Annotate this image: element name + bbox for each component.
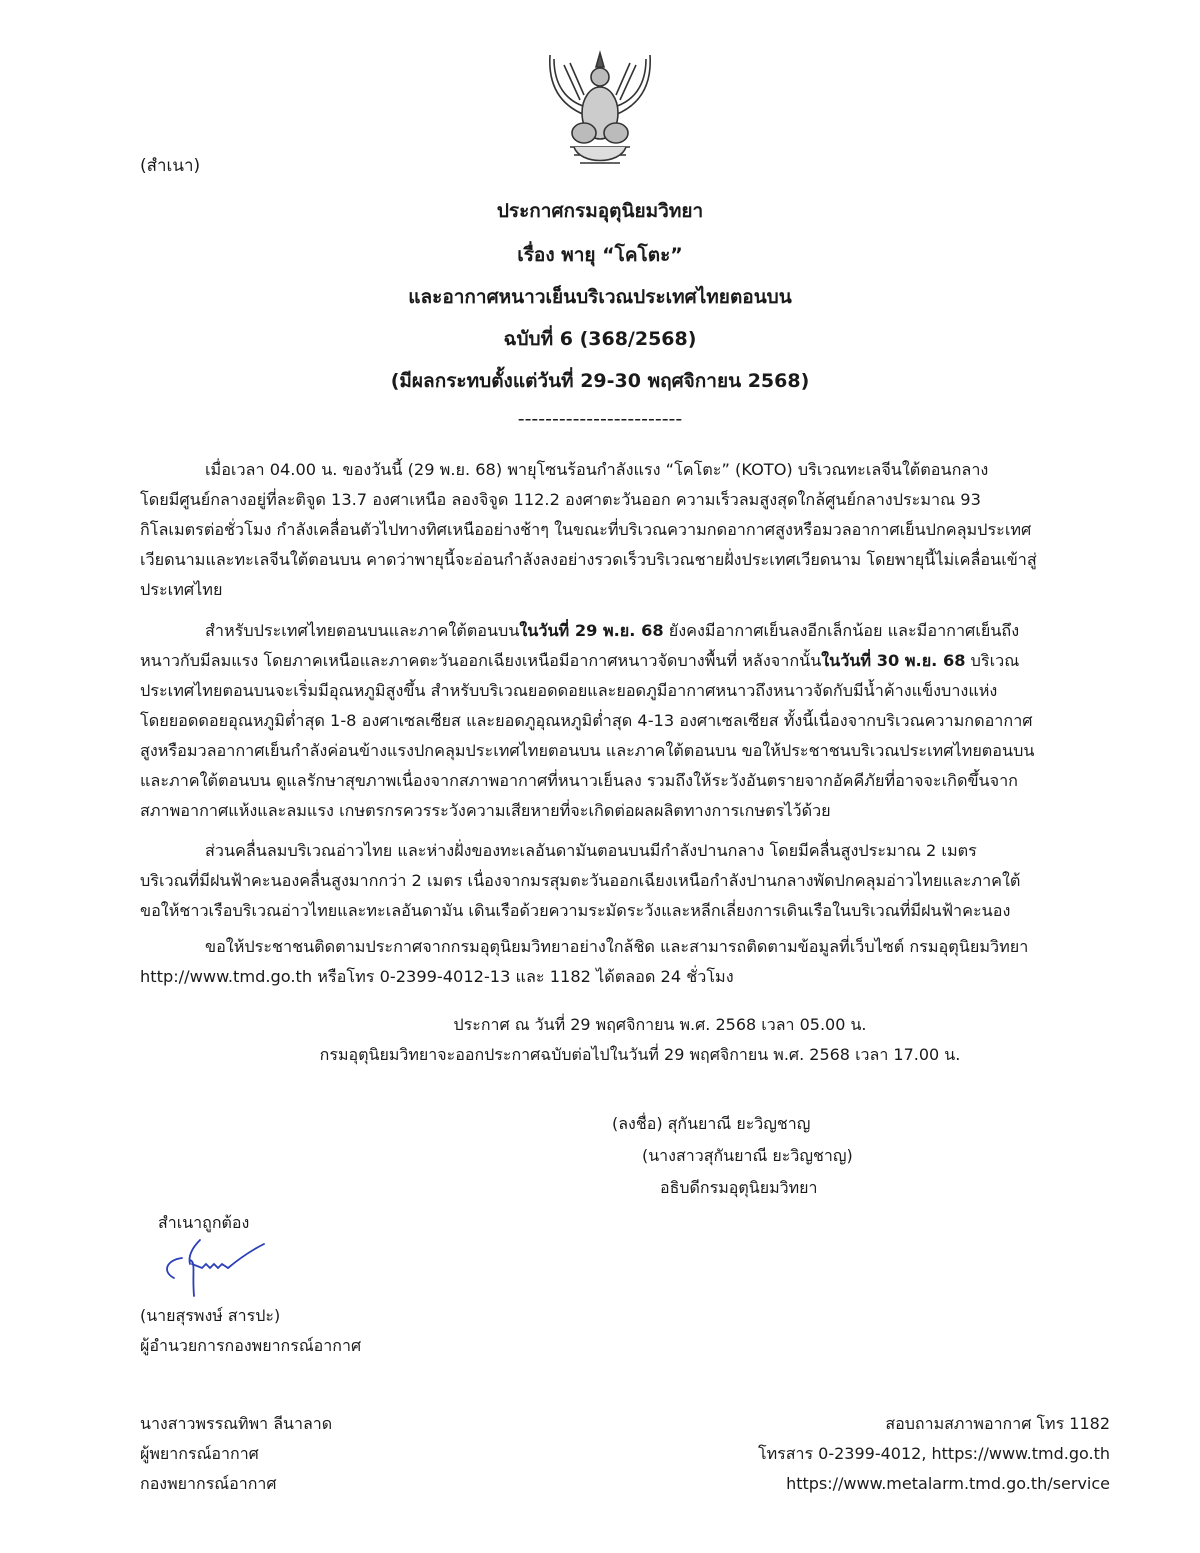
- paragraph-line: สูงหรือมวลอากาศเย็นกำลังค่อนข้างแรงปกคลุมประเทศไทยตอนบน และภาคใต้ตอนบน ขอให้ประชาชนบริเวณประเทศไทยตอนบน: [140, 741, 1035, 760]
- paragraph-line: ประเทศไทย: [140, 580, 223, 599]
- paragraph-line: ขอให้ชาวเรือบริเวณอ่าวไทยและทะเลอันดามัน เดินเรือด้วยความระมัดระวังและหลีกเลี่ยงการเดินเรือในบริเวณที่มีฝนฟ้าคะนอง: [140, 901, 1011, 920]
- paragraph-line: สภาพอากาศแห้งและลมแรง เกษตรกรควรระวังความเสียหายที่จะเกิดต่อผลผลิตทางการเกษตรไว้ด้วย: [140, 801, 831, 820]
- effective-dates: (มีผลกระทบตั้งแต่วันที่ 29-30 พฤศจิกายน 2568): [390, 370, 810, 392]
- issue-number: ฉบับที่ 6 (368/2568): [503, 328, 697, 350]
- date-highlight: ในวันที่ 30 พ.ย. 68: [821, 651, 966, 670]
- document-title: ประกาศกรมอุตุนิยมวิทยา: [496, 200, 704, 222]
- paragraph-line: ขอให้ประชาชนติดตามประกาศจากกรมอุตุนิยมวิทยาอย่างใกล้ชิด และสามารถติดตามข้อมูลที่เว็บไซต์ กรมอุตุนิยมวิทยา: [205, 937, 1029, 956]
- paragraph-line: เวียดนามและทะเลจีนใต้ตอนบน คาดว่าพายุนี้จะอ่อนกำลังลงอย่างรวดเร็วบริเวณชายฝั่งประเทศเวียดนาม โดยพายุนี้ไม่เคลื่อนเข้าสู่: [140, 550, 1037, 569]
- certified-position: ผู้อำนวยการกองพยากรณ์อากาศ: [140, 1336, 362, 1355]
- date-highlight: ในวันที่ 29 พ.ย. 68: [519, 621, 664, 640]
- contact-service-link[interactable]: https://www.metalarm.tmd.go.th/service: [786, 1474, 1110, 1493]
- garuda-emblem-icon: [540, 45, 660, 175]
- paragraph-line: ส่วนคลื่นลมบริเวณอ่าวไทย และห่างฝั่งของทะเลอันดามันตอนบนมีกำลังปานกลาง โดยมีคลื่นสูงประมาณ 2 เมตร: [205, 841, 977, 860]
- next-issue: กรมอุตุนิยมวิทยาจะออกประกาศฉบับต่อไปในวันที่ 29 พฤศจิกายน พ.ศ. 2568 เวลา 17.00 น.: [319, 1045, 961, 1064]
- signature-icon: [160, 1238, 270, 1298]
- document-subject-line2: และอากาศหนาวเย็นบริเวณประเทศไทยตอนบน: [408, 286, 792, 308]
- signatory-position: อธิบดีกรมอุตุนิยมวิทยา: [660, 1178, 818, 1197]
- paragraph-line: สำหรับประเทศไทยตอนบนและภาคใต้ตอนบนในวันที่ 29 พ.ย. 68 ยังคงมีอากาศเย็นลงอีกเล็กน้อย และมีอากาศเย็นถึง: [205, 621, 1020, 640]
- paragraph-line: บริเวณที่มีฝนฟ้าคะนองคลื่นสูงมากกว่า 2 เมตร เนื่องจากมรสุมตะวันออกเฉียงเหนือกำลังปานกลางพัดปกคลุมอ่าวไทยและภาคใต้: [140, 871, 1021, 890]
- paragraph-line: โดยมีศูนย์กลางอยู่ที่ละติจูด 13.7 องศาเหนือ ลองจิจูด 112.2 องศาตะวันออก ความเร็วลมสูงสุดใกล้ศูนย์กลางประมาณ 93: [140, 490, 981, 509]
- certified-label: สำเนาถูกต้อง: [158, 1213, 250, 1232]
- paragraph-line: ประเทศไทยตอนบนจะเริ่มมีอุณหภูมิสูงขึ้น สำหรับบริเวณยอดดอยและยอดภูมีอากาศหนาวถึงหนาวจัดกับมีน้ำค้างแข็งบางแห่ง: [140, 681, 998, 700]
- paragraph-line: http://www.tmd.go.th หรือโทร 0-2399-4012-13 และ 1182 ได้ตลอด 24 ชั่วโมง: [140, 967, 734, 986]
- separator: ------------------------: [517, 408, 683, 430]
- forecaster-division: กองพยากรณ์อากาศ: [140, 1474, 277, 1493]
- forecaster-position: ผู้พยากรณ์อากาศ: [140, 1444, 259, 1463]
- paragraph-waves: [140, 836, 1110, 926]
- contact-fax-website[interactable]: โทรสาร 0-2399-4012, https://www.tmd.go.th: [758, 1444, 1110, 1463]
- paragraph-line: กิโลเมตรต่อชั่วโมง กำลังเคลื่อนตัวไปทางทิศเหนืออย่างช้าๆ ในขณะที่บริเวณความกดอากาศสูงหรือมวลอากาศเย็นปกคลุมประเทศ: [140, 520, 1032, 539]
- announced-date: ประกาศ ณ วันที่ 29 พฤศจิกายน พ.ศ. 2568 เวลา 05.00 น.: [453, 1015, 867, 1034]
- signatory-name: (นางสาวสุกันยาณี ยะวิญชาญ): [642, 1146, 853, 1165]
- paragraph-line: เมื่อเวลา 04.00 น. ของวันนี้ (29 พ.ย. 68) พายุโซนร้อนกำลังแรง “โคโตะ” (KOTO) บริเวณทะเลจีนใต้ตอนกลาง: [205, 460, 989, 479]
- certified-name: (นายสุรพงษ์ สารปะ): [140, 1306, 281, 1325]
- forecaster-name: นางสาวพรรณทิพา ลีนาลาด: [140, 1414, 333, 1433]
- paragraph-storm: [140, 455, 1110, 605]
- paragraph-line: โดยยอดดอยอุณหภูมิต่ำสุด 1-8 องศาเซลเซียส และยอดภูอุณหภูมิต่ำสุด 4-13 องศาเซลเซียส ทั้งนี้เนื่องจากบริเวณความกดอากาศ: [140, 711, 1033, 730]
- document-subject: เรื่อง พายุ “โคโตะ”: [517, 244, 683, 266]
- paragraph-line: และภาคใต้ตอนบน ดูแลรักษาสุขภาพเนื่องจากสภาพอากาศที่หนาวเย็นลง รวมถึงให้ระวังอันตรายจากอัคคีภัยที่อาจจะเกิดขึ้นจาก: [140, 771, 1018, 790]
- contact-phone: สอบถามสภาพอากาศ โทร 1182: [885, 1414, 1110, 1433]
- paragraph-line: หนาวกับมีลมแรง โดยภาคเหนือและภาคตะวันออกเฉียงเหนือมีอากาศหนาวจัดบางพื้นที่ หลังจากนั้นในวันที่ 30 พ.ย. 68 บริเวณ: [140, 651, 1020, 670]
- signatory-signed: (ลงชื่อ) สุกันยาณี ยะวิญชาญ: [612, 1114, 811, 1133]
- copy-mark: (สำเนา): [140, 156, 201, 176]
- paragraph-contact: [140, 932, 1110, 992]
- paragraph-cold-weather: [140, 616, 1110, 826]
